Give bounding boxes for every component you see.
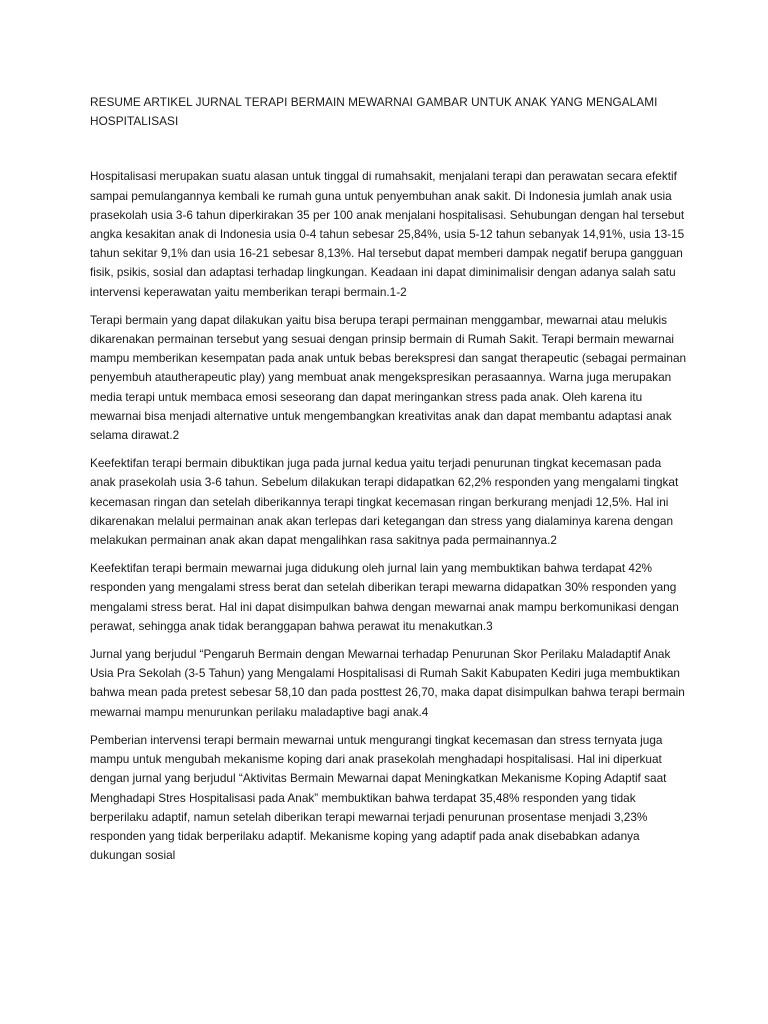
document-page bbox=[90, 93, 690, 874]
document-title: RESUME ARTIKEL JURNAL TERAPI BERMAIN MEWARNAI GAMBAR UNTUK ANAK YANG MENGALAMI HOSPITALISASI bbox=[90, 95, 658, 129]
paragraph-4: Keefektifan terapi bermain mewarnai juga didukung oleh jurnal lain yang membuktikan bahwa terdapat 42% responden yang mengalami stress berat dan setelah diberikan terapi mewarna didapatkan 30% responden yang mengalami stress berat. Hal ini dapat disimpulkan bahwa dengan mewarnai anak mampu berkomunikasi dengan perawat, sehingga anak tidak beranggapan bahwa perawat itu menakutkan.3 bbox=[90, 561, 679, 633]
paragraph-3: Keefektifan terapi bermain dibuktikan juga pada jurnal kedua yaitu terjadi penurunan tingkat kecemasan pada anak prasekolah usia 3-6 tahun. Sebelum dilakukan terapi didapatkan 62,2% responden yang mengalami tingkat kecemasan ringan dan setelah diberikannya terapi tingkat kecemasan ringan berkurang menjadi 12,5%. Hal ini dikarenakan melalui permainan anak akan terlepas dari ketegangan dan stress yang dialaminya karena dengan melakukan permainan anak akan dapat mengalihkan rasa sakitnya pada permainannya.2 bbox=[90, 456, 679, 548]
paragraph-5: Jurnal yang berjudul “Pengaruh Bermain dengan Mewarnai terhadap Penurunan Skor Perilaku Maladaptif Anak Usia Pra Sekolah (3-5 Tahun) yang Mengalami Hospitalisasi di Rumah Sakit Kabupaten Kediri juga membuktikan bahwa mean pada pretest sebesar 58,10 dan pada posttest 26,70, maka dapat disimpulkan bahwa terapi bermain mewarnai mampu menurunkan perilaku maladaptive bagi anak.4 bbox=[90, 647, 685, 719]
paragraph-1: Hospitalisasi merupakan suatu alasan untuk tinggal di rumahsakit, menjalani terapi dan perawatan secara efektif sampai pemulangannya kembali ke rumah guna untuk penyembuhan anak sakit. Di Indonesia jumlah anak usia prasekolah usia 3-6 tahun diperkirakan 35 per 100 anak menjalani hospitalisasi. Sehubungan dengan hal tersebut angka kesakitan anak di Indonesia usia 0-4 tahun sebesar 25,84%, usia 5-12 tahun sebanyak 14,91%, usia 13-15 tahun sekitar 9,1% dan usia 16-21 sebesar 8,13%. Hal tersebut dapat memberi dampak negatif berupa gangguan fisik, psikis, sosial dan adaptasi terhadap lingkungan. Keadaan ini dapat diminimalisir dengan adanya salah satu intervensi keperawatan yaitu memberikan terapi bermain.1-2 bbox=[90, 169, 685, 299]
paragraph-2: Terapi bermain yang dapat dilakukan yaitu bisa berupa terapi permainan menggambar, mewarnai atau melukis dikarenakan permainan tersebut yang sesuai dengan prinsip bermain di Rumah Sakit. Terapi bermain mewarnai mampu memberikan kesempatan pada anak untuk bebas berekspresi dan sangat therapeutic (sebagai permainan penyembuh atautherapeutic play) yang membuat anak mengekspresikan perasaannya. Warna juga merupakan media terapi untuk membaca emosi seseorang dan dapat meringankan stress pada anak. Oleh karena itu mewarnai bisa menjadi alternative untuk mengembangkan kreativitas anak dan dapat membantu adaptasi anak selama dirawat.2 bbox=[90, 312, 687, 443]
paragraph-6: Pemberian intervensi terapi bermain mewarnai untuk mengurangi tingkat kecemasan dan stress ternyata juga mampu untuk mengubah mekanisme koping dari anak prasekolah menghadapi hospitalisasi. Hal ini diperkuat dengan jurnal yang berjudul “Aktivitas Bermain Mewarnai dapat Meningkatkan Mekanisme Koping Adaptif saat Menghadapi Stres Hospitalisasi pada Anak” membuktikan bahwa terdapat 35,48% responden yang tidak berperilaku adaptif, namun setelah diberikan terapi mewarnai terjadi penurunan prosentase menjadi 3,23% responden yang tidak berperilaku adaptif. Mekanisme koping yang adaptif pada anak disebabkan adanya dukungan sosial bbox=[90, 732, 667, 863]
